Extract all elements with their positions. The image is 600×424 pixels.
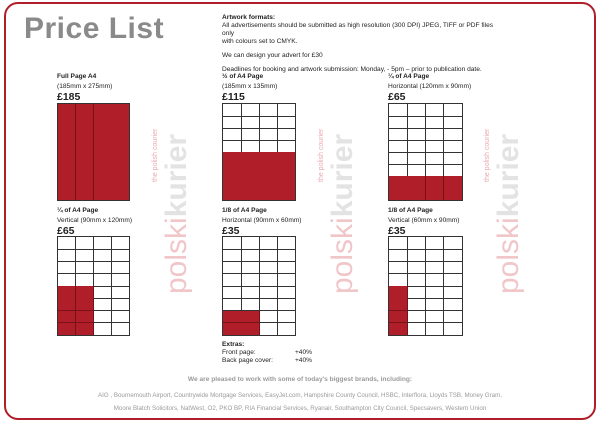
grid-cell [76, 140, 94, 153]
grid-cell [389, 128, 408, 141]
grid-cell [407, 152, 426, 165]
ad-label: ¼ of A4 Page [57, 207, 99, 214]
grid-cell [407, 286, 426, 299]
grid-cell [444, 188, 462, 200]
grid-cell [277, 286, 295, 299]
grid-cell [58, 311, 76, 324]
grid-cell [241, 262, 260, 275]
grid-cell [259, 286, 278, 299]
grid-cell [444, 140, 462, 153]
grid-cell [426, 249, 445, 262]
ad-label: ½ of A4 Page [222, 73, 264, 80]
grid-cell [111, 262, 129, 275]
grid-cell [58, 274, 76, 287]
grid-cell [58, 104, 76, 117]
artwork-line-2: with colours set to CMYK. [222, 38, 298, 45]
ad-price: £115 [222, 91, 245, 103]
grid-cell [259, 249, 278, 262]
grid-cell [111, 237, 129, 250]
grid-cell [277, 152, 295, 165]
grid-cell [58, 323, 76, 335]
ad-label: 1/8 of A4 Page [222, 207, 267, 214]
grid-cell [241, 237, 260, 250]
grid-cell [407, 164, 426, 177]
grid-cell [58, 152, 76, 165]
grid-cell [259, 152, 278, 165]
grid-cell [241, 188, 260, 200]
grid-cell [389, 262, 408, 275]
extras-heading: Extras: [222, 341, 245, 348]
polski-kurier-logo [482, 108, 525, 298]
grid-cell [277, 128, 295, 141]
grid-cell [223, 323, 242, 335]
grid-cell [76, 249, 94, 262]
grid-cell [111, 164, 129, 177]
grid-cell [389, 164, 408, 177]
grid-cell [58, 164, 76, 177]
ad-grid [57, 236, 130, 336]
grid-cell [259, 311, 278, 324]
grid-cell [277, 237, 295, 250]
logo-tagline: the polish courier [152, 128, 159, 182]
grid-cell [94, 104, 112, 117]
grid-cell [94, 116, 112, 129]
grid-cell [94, 176, 112, 189]
grid-cell [259, 140, 278, 153]
grid-cell [259, 176, 278, 189]
grid-cell [94, 164, 112, 177]
grid-cell [58, 116, 76, 129]
grid-cell [241, 176, 260, 189]
grid-cell [426, 286, 445, 299]
polski-kurier-logo [316, 108, 359, 298]
grid-cell [426, 188, 445, 200]
ad-price: £35 [222, 225, 240, 237]
logo-tagline: the polish courier [484, 128, 491, 182]
grid-cell [111, 311, 129, 324]
grid-cell [94, 298, 112, 311]
grid-cell [58, 128, 76, 141]
grid-cell [241, 128, 260, 141]
grid-cell [241, 323, 260, 335]
grid-cell [223, 152, 242, 165]
grid-cell [444, 176, 462, 189]
grid-cell [277, 188, 295, 200]
grid-cell [241, 164, 260, 177]
grid-cell [277, 262, 295, 275]
grid-cell [111, 176, 129, 189]
grid-cell [76, 274, 94, 287]
ad-grid [388, 103, 463, 201]
grid-cell [426, 176, 445, 189]
grid-cell [94, 323, 112, 335]
extras-box [222, 341, 312, 365]
artwork-line-1: All advertisements should be submitted as high resolution (300 DPI) JPEG, TIFF or PDF files only [222, 22, 494, 37]
grid-cell [223, 298, 242, 311]
grid-cell [58, 249, 76, 262]
ad-grid [388, 236, 463, 336]
grid-cell [389, 140, 408, 153]
ad-grid [222, 236, 296, 336]
grid-cell [58, 262, 76, 275]
grid-cell [389, 323, 408, 335]
grid-cell [277, 311, 295, 324]
back-page-value: +40% [294, 357, 312, 364]
grid-cell [76, 152, 94, 165]
grid-cell [223, 274, 242, 287]
ad-label: 1/8 of A4 Page [388, 207, 433, 214]
front-page-label: Front page: [222, 349, 256, 356]
ad-label: Full Page A4 [57, 73, 97, 80]
ad-price: £65 [388, 91, 406, 103]
grid-cell [277, 323, 295, 335]
grid-cell [76, 116, 94, 129]
grid-cell [277, 176, 295, 189]
grid-cell [277, 140, 295, 153]
grid-cell [241, 286, 260, 299]
grid-cell [407, 249, 426, 262]
grid-cell [259, 164, 278, 177]
partners-heading: We are pleased to work with some of today's biggest brands, including: [187, 376, 413, 383]
grid-cell [94, 274, 112, 287]
grid-cell [223, 128, 242, 141]
logo-wordmark: polskikurier [160, 133, 193, 294]
grid-cell [259, 298, 278, 311]
grid-cell [277, 298, 295, 311]
grid-cell [407, 116, 426, 129]
grid-cell [94, 262, 112, 275]
grid-cell [111, 152, 129, 165]
grid-cell [389, 249, 408, 262]
grid-cell [241, 116, 260, 129]
grid-cell [223, 262, 242, 275]
grid-cell [444, 237, 462, 250]
grid-cell [241, 152, 260, 165]
grid-cell [407, 262, 426, 275]
grid-cell [259, 262, 278, 275]
grid-cell [407, 104, 426, 117]
front-page-value: +40% [294, 349, 312, 356]
grid-cell [223, 116, 242, 129]
artwork-info [222, 14, 502, 80]
grid-cell [444, 249, 462, 262]
grid-cell [94, 140, 112, 153]
ad-label: ¼ of A4 Page [388, 73, 430, 80]
page-title: Price List [24, 12, 165, 45]
grid-cell [259, 116, 278, 129]
grid-cell [111, 128, 129, 141]
grid-cell [76, 164, 94, 177]
grid-cell [426, 164, 445, 177]
partners-line-1: AIG , Bournemouth Airport, Countrywide Mortgage Services, EasyJet.com, Hampshire County Council, HSBC, Interflora, Lloyds TSB, Money Gram, [98, 392, 502, 399]
grid-cell [444, 116, 462, 129]
grid-cell [389, 286, 408, 299]
grid-cell [223, 164, 242, 177]
grid-cell [426, 298, 445, 311]
grid-cell [259, 188, 278, 200]
grid-cell [444, 128, 462, 141]
grid-cell [76, 262, 94, 275]
grid-cell [426, 104, 445, 117]
grid-cell [426, 140, 445, 153]
grid-cell [94, 311, 112, 324]
grid-cell [389, 237, 408, 250]
grid-cell [241, 104, 260, 117]
ad-grid [222, 103, 296, 201]
grid-cell [426, 128, 445, 141]
grid-cell [111, 249, 129, 262]
back-page-label: Back page cover: [222, 357, 273, 364]
grid-cell [223, 286, 242, 299]
grid-cell [426, 262, 445, 275]
grid-cell [241, 311, 260, 324]
grid-cell [444, 286, 462, 299]
grid-cell [389, 176, 408, 189]
polski-kurier-logo [150, 108, 193, 298]
grid-cell [76, 298, 94, 311]
grid-cell [241, 298, 260, 311]
grid-cell [407, 188, 426, 200]
grid-cell [444, 164, 462, 177]
artwork-heading: Artwork formats: [222, 14, 276, 21]
grid-cell [111, 116, 129, 129]
grid-cell [94, 237, 112, 250]
grid-cell [407, 128, 426, 141]
ad-size: (185mm x 275mm) [57, 83, 113, 90]
grid-cell [94, 152, 112, 165]
grid-cell [259, 128, 278, 141]
grid-cell [277, 249, 295, 262]
grid-cell [76, 188, 94, 200]
grid-cell [58, 298, 76, 311]
grid-cell [111, 298, 129, 311]
grid-cell [407, 140, 426, 153]
grid-cell [58, 176, 76, 189]
ad-price: £185 [57, 91, 81, 103]
grid-cell [444, 311, 462, 324]
grid-cell [223, 140, 242, 153]
grid-cell [76, 104, 94, 117]
grid-cell [241, 140, 260, 153]
grid-cell [277, 274, 295, 287]
grid-cell [444, 152, 462, 165]
grid-cell [94, 286, 112, 299]
grid-cell [259, 104, 278, 117]
grid-cell [389, 104, 408, 117]
grid-cell [426, 152, 445, 165]
grid-cell [389, 298, 408, 311]
grid-cell [58, 188, 76, 200]
grid-cell [407, 311, 426, 324]
grid-cell [259, 237, 278, 250]
grid-cell [76, 311, 94, 324]
grid-cell [76, 237, 94, 250]
grid-cell [426, 274, 445, 287]
ad-size: (185mm x 135mm) [222, 83, 278, 90]
grid-cell [444, 262, 462, 275]
grid-cell [58, 140, 76, 153]
ad-size: Horizontal (90mm x 60mm) [222, 217, 302, 224]
ad-size: Vertical (60mm x 90mm) [388, 217, 460, 224]
grid-cell [111, 323, 129, 335]
ad-size: Vertical (90mm x 120mm) [57, 217, 133, 224]
grid-cell [223, 237, 242, 250]
grid-cell [444, 298, 462, 311]
ad-price: £65 [57, 225, 75, 237]
grid-cell [389, 311, 408, 324]
grid-cell [426, 237, 445, 250]
grid-cell [444, 104, 462, 117]
grid-cell [223, 249, 242, 262]
grid-cell [111, 188, 129, 200]
grid-cell [76, 323, 94, 335]
grid-cell [407, 298, 426, 311]
grid-cell [407, 176, 426, 189]
grid-cell [407, 237, 426, 250]
design-note: We can design your advert for £30 [222, 52, 323, 59]
ad-price: £35 [388, 225, 406, 237]
grid-cell [76, 286, 94, 299]
grid-cell [277, 116, 295, 129]
grid-cell [94, 128, 112, 141]
grid-cell [223, 176, 242, 189]
grid-cell [389, 116, 408, 129]
grid-cell [389, 274, 408, 287]
logo-wordmark: polskikurier [326, 133, 359, 294]
grid-cell [94, 188, 112, 200]
deadline-note: Deadlines for booking and artwork submission: Monday, - 5pm – prior to publication date. [222, 66, 482, 73]
grid-cell [407, 274, 426, 287]
grid-cell [76, 128, 94, 141]
logo-tagline: the polish courier [318, 128, 325, 182]
grid-cell [259, 274, 278, 287]
grid-cell [389, 152, 408, 165]
grid-cell [223, 311, 242, 324]
grid-cell [223, 104, 242, 117]
grid-cell [426, 323, 445, 335]
ad-size: Horizontal (120mm x 90mm) [388, 83, 472, 90]
grid-cell [241, 249, 260, 262]
grid-cell [277, 104, 295, 117]
grid-cell [94, 249, 112, 262]
ad-grid [57, 103, 130, 201]
grid-cell [426, 311, 445, 324]
grid-cell [407, 323, 426, 335]
grid-cell [58, 237, 76, 250]
grid-cell [111, 274, 129, 287]
grid-cell [444, 323, 462, 335]
grid-cell [111, 104, 129, 117]
grid-cell [389, 188, 408, 200]
grid-cell [223, 188, 242, 200]
grid-cell [426, 116, 445, 129]
grid-cell [111, 140, 129, 153]
grid-cell [277, 164, 295, 177]
grid-cell [241, 274, 260, 287]
logo-wordmark: polskikurier [492, 133, 525, 294]
grid-cell [444, 274, 462, 287]
grid-cell [76, 176, 94, 189]
grid-cell [111, 286, 129, 299]
partners-line-2: Moore Blatch Solicitors, NatWest, O2, PKO BP, RIA Financial Services, Ryanair, Southampton City Council, Specsavers, Western Union [113, 405, 487, 412]
grid-cell [259, 323, 278, 335]
grid-cell [58, 286, 76, 299]
